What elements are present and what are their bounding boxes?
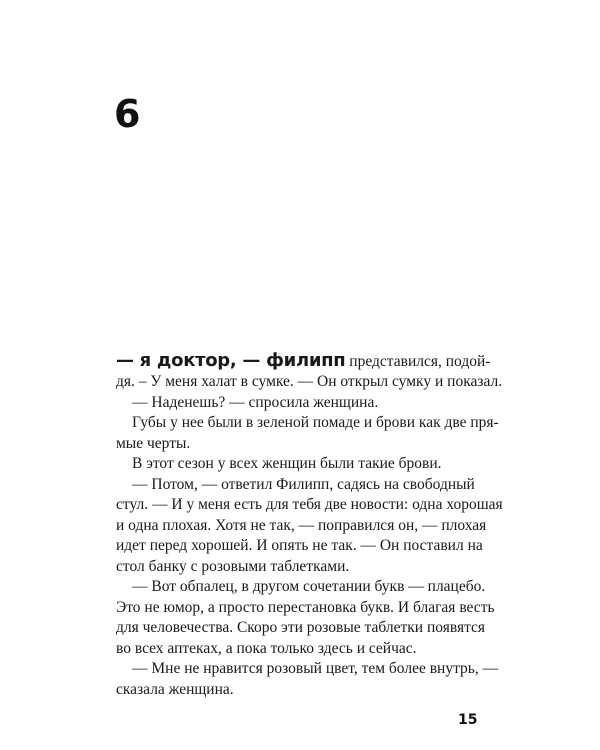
text-line: стул. — И у меня есть для тебя две новости: одна хорошая [116,496,503,513]
text-line: Губы у нее были в зеленой помаде и брови как две пря- [132,414,499,431]
text-line: Это не юмор, а просто перестановка букв. И благая весть [116,598,495,616]
text-line: идет перед хорошей. И опять не так. — Он поставил на [116,537,483,554]
text-line: сказала женщина. [116,680,234,698]
page-number: 15 [458,712,478,728]
text-line [116,350,494,372]
text-line: и одна плохая. Хотя не так, — поправился он, — плохая [116,516,487,534]
text-line: мые черты. [116,434,191,452]
text-line-segment: представился, подой- [345,353,491,370]
chapter-number: 6 [114,92,141,136]
text-line: В этот сезон у всех женщин были такие брови. [132,455,442,472]
text-line: дя. – У меня халат в сумке. — Он открыл сумку и показал. [116,373,503,390]
text-line: — Наденешь? — спросила женщина. [132,393,379,411]
lead-in-text: — я доктор, — филипп [116,350,346,371]
text-line: — Мне не нравится розовый цвет, тем более внутрь, — [132,660,499,677]
text-line: стол банку с розовыми таблетками. [116,557,350,575]
text-line: — Вот обпалец, в другом сочетании букв — плацебо. [132,578,486,595]
text-line: для человечества. Скоро эти розовые таблетки появятся [116,619,486,636]
chapter-body [116,350,503,700]
text-line: во всех аптеках, а пока только здесь и сейчас. [116,639,417,657]
text-line: — Потом, — ответил Филипп, садясь на свободный [132,475,475,493]
